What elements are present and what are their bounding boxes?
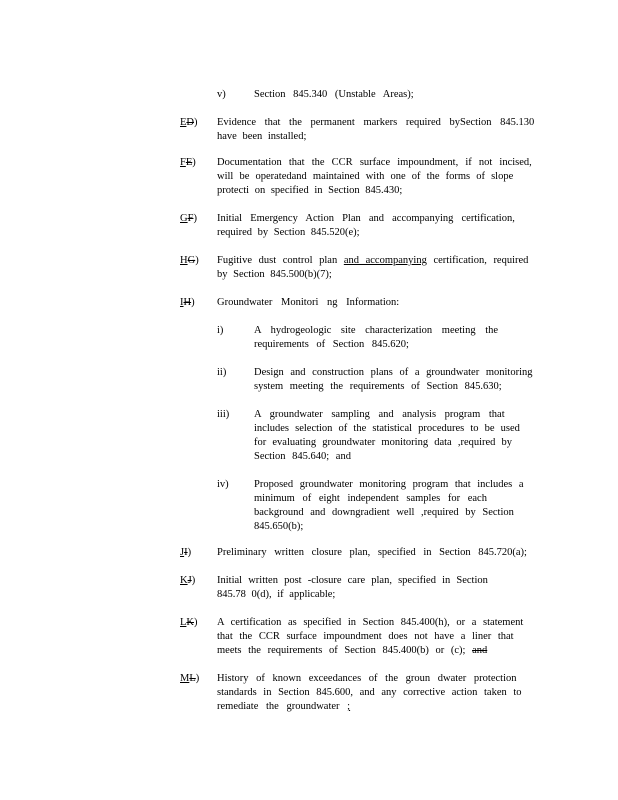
item-h-text: Fugitive dust control plan and accompanying certification, required by Section 845.500(b)(7); — [217, 255, 529, 280]
item-e — [180, 116, 540, 144]
subitem-ii — [217, 366, 537, 394]
item-e-letter: ED) — [180, 117, 198, 128]
item-g-letter: GF) — [180, 213, 197, 224]
deleted-text: and — [472, 645, 488, 656]
item-g-text: Initial Emergency Action Plan and accompanying certification, required by Section 845.520(e); — [217, 213, 515, 238]
item-j-text: Preliminary written closure plan, specified in Section 845.720(a); — [217, 547, 527, 558]
item-k — [180, 574, 540, 602]
subitem-ii-text: Design and construction plans of a groundwater monitoring system meeting the requirements of Section 845.630; — [254, 367, 533, 392]
item-i-letter: IH) — [180, 297, 195, 308]
item-l-text: A certification as specified in Section 845.400(h), or a statement that the CCR surface impoundment does not have a liner that meets the requirements of Section 845.400(b) or (c); and — [217, 617, 524, 656]
subitem-v-label: v) — [217, 89, 226, 100]
subitem-v — [217, 88, 537, 102]
item-e-text: Evidence that the permanent markers required bySection 845.130 have been installed; — [217, 117, 535, 142]
item-k-letter: KJ) — [180, 575, 196, 586]
subitem-i-text: A hydrogeologic site characterization meeting the requirements of Section 845.620; — [254, 325, 499, 350]
subitem-v-text: Section 845.340 (Unstable Areas); — [254, 89, 414, 100]
item-h — [180, 254, 540, 282]
item-i — [180, 296, 540, 310]
item-l-letter: LK) — [180, 617, 198, 628]
item-j — [180, 546, 540, 560]
item-f — [180, 156, 540, 198]
item-g — [180, 212, 540, 240]
item-k-text: Initial written post -closure care plan, specified in Section 845.78 0(d), if applicable; — [217, 575, 488, 600]
item-l — [180, 616, 540, 658]
item-f-letter: FE) — [180, 157, 196, 168]
subitem-i-label: i) — [217, 325, 224, 336]
item-m-letter: ML) — [180, 673, 200, 684]
subitem-iii-label: iii) — [217, 409, 230, 420]
subitem-iii-text: A groundwater sampling and analysis program that includes selection of the statistical procedures to be used for evaluating groundwater monitoring data ,required by Section 845.640; and — [254, 409, 520, 462]
subitem-iv — [217, 478, 537, 534]
inserted-text: and accompanying — [343, 255, 427, 266]
item-j-letter: JI) — [180, 547, 192, 558]
subitem-iv-label: iv) — [217, 479, 229, 490]
item-f-text: Documentation that the CCR surface impoundment, if not incised, will be operatedand maintained with one of the forms of slope protecti on specified in Section 845.430; — [217, 157, 532, 196]
subitem-i — [217, 324, 537, 352]
item-m-text: History of known exceedances of the groun dwater protection standards in Section 845.600, and any corrective action taken to remediate the groundwater ; — [217, 673, 522, 712]
subitem-iii — [217, 408, 537, 464]
item-m — [180, 672, 540, 714]
subitem-ii-label: ii) — [217, 367, 227, 378]
item-i-text: Groundwater Monitori ng Information: — [217, 297, 400, 308]
subitem-iv-text: Proposed groundwater monitoring program that includes a minimum of eight independent samples for each background and downgradient well ,required by Section 845.650(b); — [254, 479, 524, 532]
item-h-letter: HG) — [180, 255, 199, 266]
